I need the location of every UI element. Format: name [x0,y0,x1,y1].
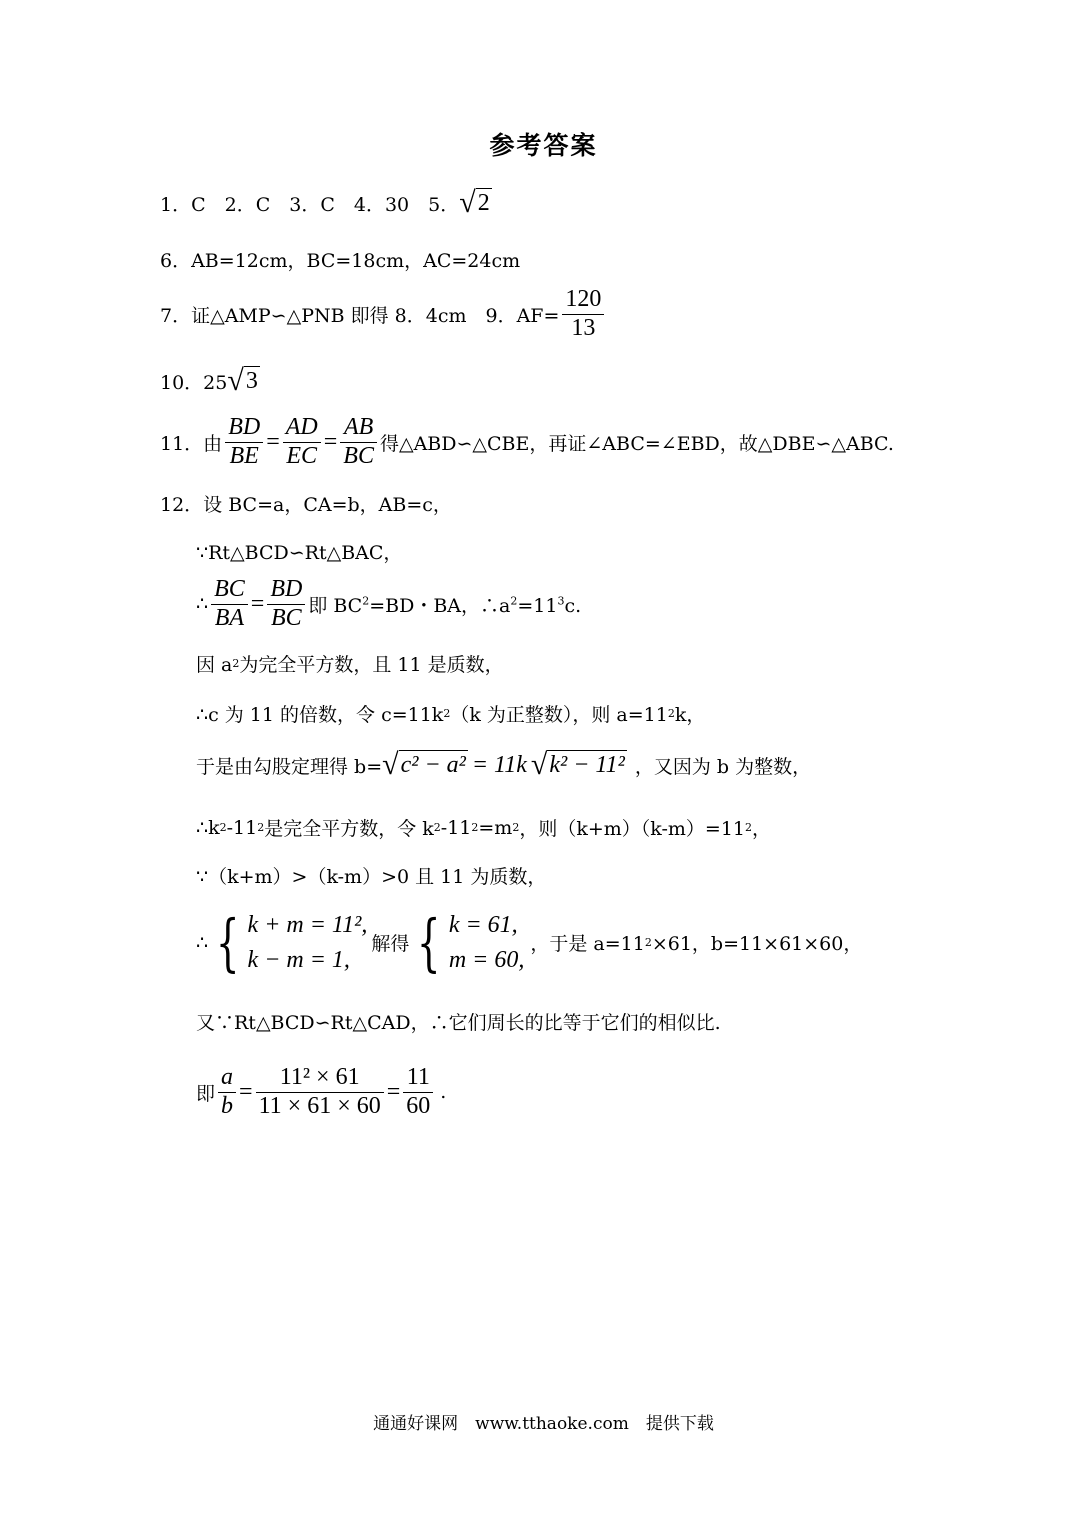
answer-12-line-5: 于是由勾股定理得 b= √ c² − a² = 11k √ k² − 11² ，又因为 b 为整数， [196,748,812,781]
answer-12-line-4: ∴c 为 11 的倍数，令 c=11k 2 （k 为正整数），则 a=11 2 k， [196,704,706,726]
fraction-a-b: $\frac{a}{b}$ [218,1064,236,1120]
answer-line-6 [160,246,520,273]
text: 12．设 BC=a，CA=b，AB=c， [160,494,452,516]
fraction-bd-bc: $\frac{BD}{BC}$ [267,576,305,632]
answers-1-5: 1．C 2．C 3．C 4．30 5． [160,193,460,216]
equals-sign: = [250,590,265,617]
answer-line-11 [160,414,894,470]
equals-sign: = [323,428,338,455]
answer-12-line-3: 因 a 2 为完全平方数，且 11 是质数， [196,654,504,676]
page-title: 参考答案 [489,131,598,160]
answer-12-line-2 [196,576,581,632]
therefore-symbol: ∴ [196,931,209,954]
answer-line-7 [160,286,607,342]
fraction-af: $\frac{120}{13}$ [562,286,604,342]
therefore-symbol: ∴ [196,593,209,616]
sqrt-expression: √ 2 [459,186,490,219]
fraction-ab-bc: $\frac{AB}{BC}$ [340,414,377,470]
answer-line-1 [160,188,492,218]
sqrt-expression: √ c² − a² [382,748,466,781]
answer-line-10 [160,366,260,396]
equals-sign: = [266,428,280,455]
answer-12-intro [160,490,452,517]
answer-12-line-9: 又∵Rt△BCD∽Rt△CAD，∴它们周长的比等于它们的相似比. [196,1012,721,1034]
text: 即 $BC^2=BD$・BA，$\therefore a^2=11^3c$. [308,594,582,617]
fraction-big: $\frac{\text{11² × 61}}{11 \times 61 \times 60}$ [256,1064,384,1120]
left-brace: { [417,905,441,979]
equation-system-2: k = 61, m = 60, [448,912,525,973]
answer-12-line-6: ∴k 2 -11 2 是完全平方数，令 k 2 -11 2 =m 2 ，则（k+m）（k-m）=11 2 ， [196,816,772,840]
footer-source: 通通好课网 www.tthaoke.com 提供下载 [373,1414,714,1434]
text: ∵Rt△BCD∽Rt△BAC， [196,542,403,564]
answer-10: 10．25 [160,371,228,394]
fraction-bc-ba: $\frac{BC}{BA}$ [211,576,248,632]
answer-11-prefix: 11．由 [160,432,223,455]
answer-12-line-1 [196,538,402,565]
answer-11-suffix: 得△ABD∽△CBE，再证∠ABC=∠EBD，故△DBE∽△ABC. [379,432,894,455]
fraction-ad-ec: $\frac{AD}{EC}$ [283,414,321,470]
answer-7-9: 7．证△AMP∽△PNB 即得 8．4cm 9．AF= [160,304,560,327]
left-brace: { [215,905,240,979]
sqrt-expression: √ k² − 11² [530,748,625,781]
sqrt-expression: √ 3 [227,364,258,397]
fraction-11-60: $\frac{11}{60}$ [403,1064,433,1120]
answer-12-line-7: ∵（k+m）>（k-m）>0 且 11 为质数， [196,866,547,888]
equation-system-1: k + m = 11², k − m = 1, [247,912,368,973]
fraction-bd-be: $\frac{BD}{BE}$ [225,414,263,470]
answer-12-line-8: ∴ { k + m = 11², k − m = 1, 解得 { k = 61, m = 60, ，于是 a=11 2 ×61，b=11×61×60， [196,905,863,979]
answer-12-line-10: 即 $\frac{a}{b}$ = $\frac{\text{11² × 61}}{11 \times 61 \times 60}$ = $\frac{11}{60}$ . [196,1064,447,1119]
answer-6: 6．AB=12cm，BC=18cm，AC=24cm [160,250,521,272]
